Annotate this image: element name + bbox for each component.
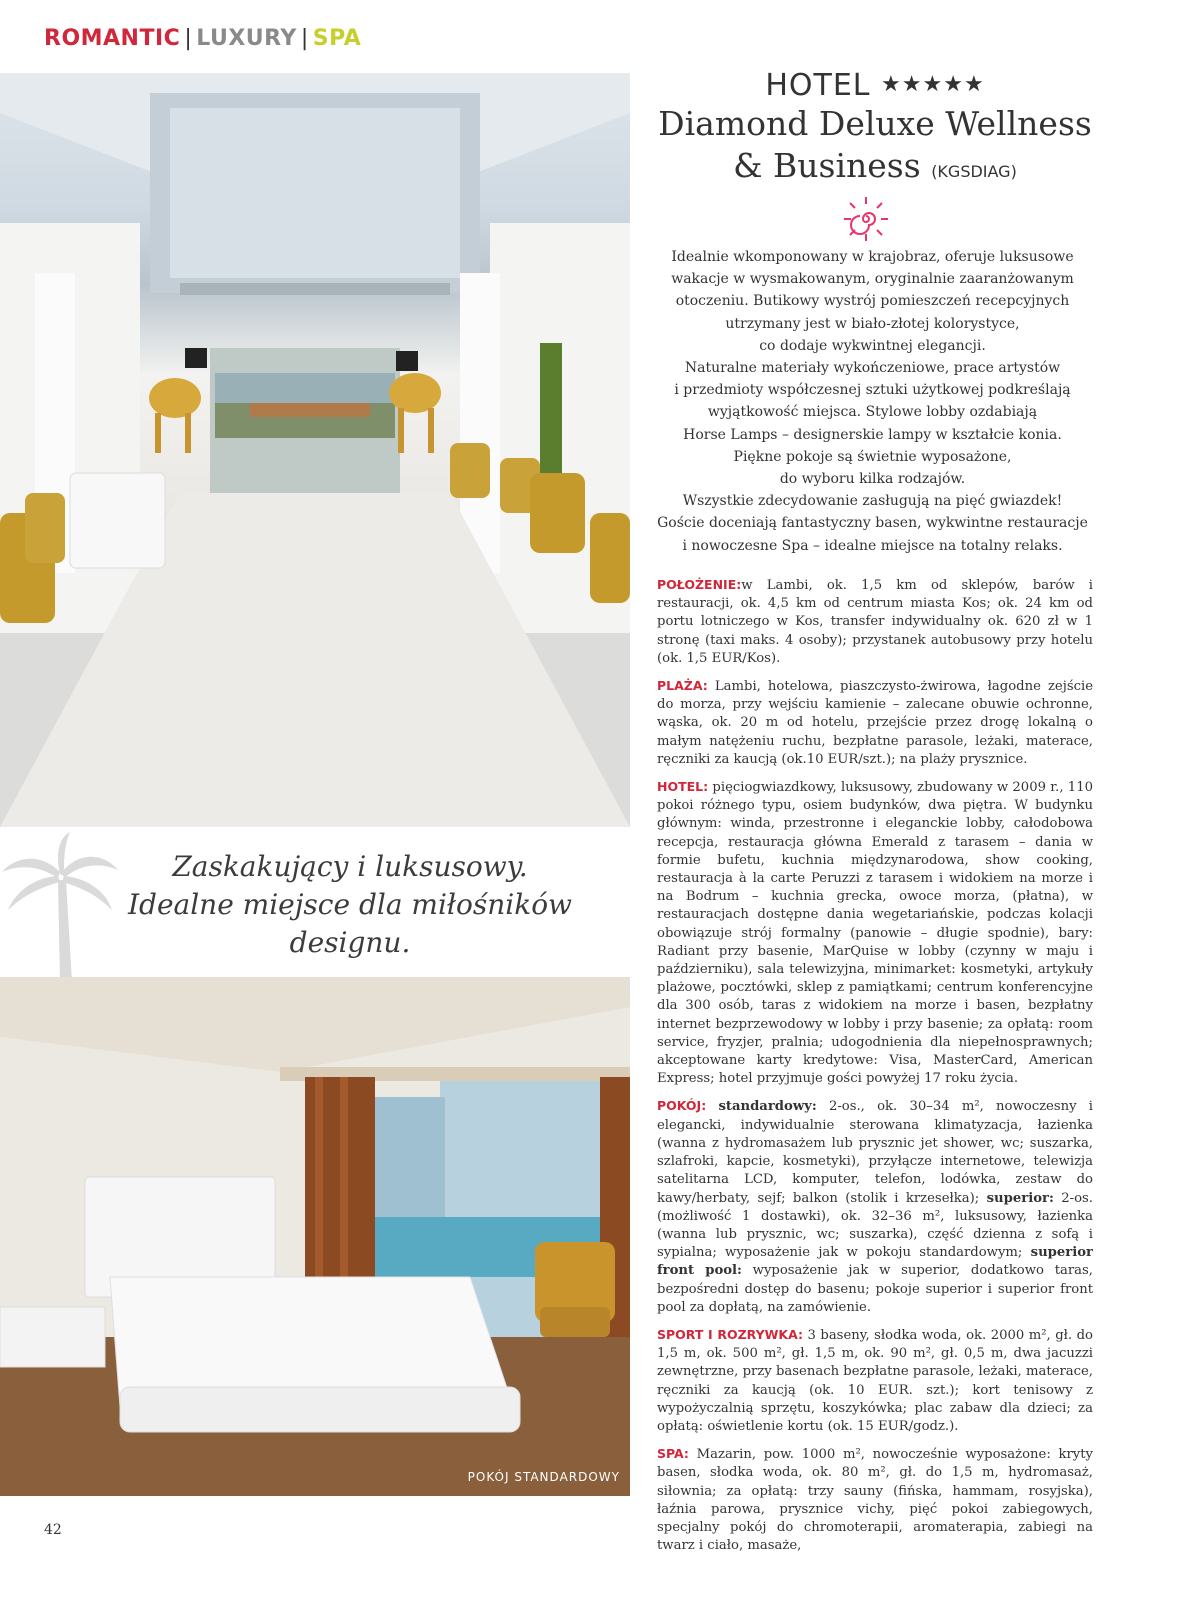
intro-line: i nowoczesne Spa – idealne miejsce na totalny relaks. [682,537,1063,554]
category-spa: SPA [312,26,362,51]
section-text: 2-os. (możliwość 1 dostawki), ok. 32–36 m², luksusowy, łazienka (wanna lub prysznic, wc; suszarka), część dzienna z sofą i sypialna; wyposażenie jak w pokoju standardowym; [657,1190,1093,1261]
section-label: PLAŻA: [657,678,708,694]
category-romantic: ROMANTIC [44,26,181,51]
intro-line: Piękne pokoje są świetnie wyposażone, [733,448,1012,465]
intro-line: utrzymany jest w biało-złotej kolorystyce, [725,315,1020,332]
intro-line: Naturalne materiały wykończeniowe, prace artystów [684,360,1061,377]
section-spa [657,1445,1093,1555]
bedroom-illustration [0,977,630,1496]
section-label: POKÓJ: [657,1098,707,1114]
hotel-code: (KGSDIAG) [931,162,1017,181]
intro-line: i przedmioty współczesnej sztuki użytkowej podkreślają [674,382,1071,399]
section-beach [657,677,1093,769]
room-type-standard: standardowy: [718,1099,817,1115]
section-text: Mazarin, pow. 1000 m², nowocześnie wyposażone: kryty basen, słodka woda, ok. 80 m², gł. do 1,5 m, hydromasaż, siłownia; za opłatą: trzy sauny (fińska, hammam, rosyjska), łaźnia parowa, prysznice vichy, pięć pokoi zabiegowych, specjalny pokój do chromoterapii, aromaterapia, zabiegi na twarz i ciało, masaże, [657,1447,1093,1554]
section-room [657,1097,1093,1316]
page-number: 42 [44,1522,62,1538]
section-label: POŁOŻENIE: [657,577,742,592]
intro-paragraph [650,246,1095,557]
quote-line: Zaskakujący i luksusowy. [172,850,528,883]
hotel-name-line2 [640,145,1110,193]
hotel-heading [640,68,1110,103]
category-luxury: LUXURY [196,26,297,51]
star-rating: ★★★★★ [881,72,985,97]
intro-line: co dodaje wykwintnej elegancji. [759,337,986,354]
section-label: HOTEL: [657,779,709,795]
section-text: 3 baseny, słodka woda, ok. 2000 m², gł. do 1,5 m, ok. 500 m², gł. 1,5 m, ok. 90 m², gł. 0,5 m, dwa jacuzzi zewnętrzne, przy basenach bezpłatne parasole, leżaki, materace, ręczniki za kaucją (ok. 10 EUR. szt.); kort tenisowy z wypożyczalnią sprzętu, koszykówka; plac zabaw dla dzieci; za opłatą: oświetlenie kortu (ok. 15 EUR/godz.). [657,1327,1093,1434]
photo-caption: POKÓJ STANDARDOWY [467,1470,620,1484]
quote-line: designu. [289,926,411,959]
intro-line: Horse Lamps – designerskie lampy w kształcie konia. [683,426,1062,443]
hotel-title-block [640,68,1110,193]
section-hotel [657,778,1093,1088]
pull-quote [100,848,600,962]
intro-line: Wszystkie zdecydowanie zasługują na pięć gwiazdek! [682,493,1063,510]
category-separator: | [300,26,309,51]
section-label: SPORT I ROZRYWKA: [657,1326,804,1342]
category-separator: | [184,26,193,51]
section-text: pięciogwiazdkowy, luksusowy, zbudowany w 2009 r., 110 pokoi różnego typu, osiem budynków, dwa piętra. W budynku głównym: winda, przestronne i eleganckie lobby, całodobowa recepcja, restauracja główna Emerald z tarasem – dania w formie bufetu, kuchnia międzynarodowa, show cooking, restauracja à la carte Peruzzi z tarasem i widokiem na morze i na Bodrum – kuchnia grecka, owoce morza, (płatna), w restauracjach dostępne dania wegetariańskie, podczas kolacji obowiązuje strój formalny (panowie – długie spodnie), bary: Radiant przy basenie, MarQuise w lobby (czynny w maju i październiku), sala telewizyjna, minimarket: kosmetyki, artykuły plażowe, pocztówki, sklep z pamiątkami; centrum konferencyjne dla 300 osób, taras z widokiem na morze i basen, bezpłatny internet bezprzewodowy w lobby i przy basenie; za opłatą: room service, fryzjer, pralnia; udogodnienia dla niepełnosprawnych; akceptowane karty kredytowe: Visa, MasterCard, American Express; hotel przyjmuje gości powyżej 17 roku życia. [657,780,1093,1087]
hotel-details [657,576,1093,1564]
intro-line: do wyboru kilka rodzajów. [779,471,966,488]
room-type-superior-front-pool: superior front pool: [657,1245,1093,1279]
section-text: Lambi, hotelowa, piaszczysto-żwirowa, łagodne zejście do morza, przy wejściu kamienie – zalecane obuwie ochronne, wąska, ok. 20 m od hotelu, przejście przez drogę lokalną o małym natężeniu ruchu, bezpłatne parasole, leżaki, materace, ręczniki za kaucją (ok.10 EUR/szt.); na plaży prysznice. [657,679,1094,767]
intro-line: Goście doceniają fantastyczny basen, wykwintne restauracje [657,515,1088,532]
lobby-photo [0,73,630,827]
quote-line: Idealne miejsce dla miłośników [127,888,573,921]
section-sport [657,1326,1093,1436]
hotel-name-line1: Diamond Deluxe Wellness [658,104,1092,143]
bedroom-photo [0,977,630,1496]
section-text: w Lambi, ok. 1,5 km od sklepów, barów i restauracji, ok. 4,5 km od centrum miasta Kos; ok. 24 km od portu lotniczego w Kos, transfer indywidualny ok. 620 zł w 1 stronę (taxi maks. 4 osoby); przystanek autobusowy przy hotelu (ok. 1,5 EUR/Kos). [657,578,1093,666]
intro-line: wakacje w wysmakowanym, oryginalnie zaaranżowanym [671,271,1074,288]
lobby-illustration [0,73,630,827]
room-type-superior: superior: [986,1190,1054,1206]
section-text: 2-os., ok. 30–34 m², nowoczesny i elegancki, indywidualnie sterowana klimatyzacja, łazienka (wanna z hydromasażem lub prysznic jet shower, wc; suszarka, szlafroki, kapcie, kosmetyki), przyłącze internetowe, telewizja satelitarna LCD, komputer, telefon, lodówka, zestaw do kawy/herbaty, sejf; balkon (stolik i krzesełka); [657,1099,1093,1206]
intro-line: wyjątkowość miejsca. Stylowe lobby ozdabiają [707,404,1038,421]
hotel-name-text: & Business [733,146,921,185]
sun-spiral-icon [843,196,889,242]
intro-line: Idealnie wkomponowany w krajobraz, oferuje luksusowe [671,249,1074,265]
section-label: SPA: [657,1446,689,1462]
intro-line: otoczeniu. Butikowy wystrój pomieszczeń recepcyjnych [675,293,1070,310]
section-location [657,576,1093,668]
hotel-word: HOTEL [765,68,871,103]
category-header [44,26,361,51]
section-text: wyposażenie jak w superior, dodatkowo taras, bezpośredni dostęp do basenu; pokoje superior i superior front pool za dopłatą, na zamówienie. [657,1263,1093,1315]
